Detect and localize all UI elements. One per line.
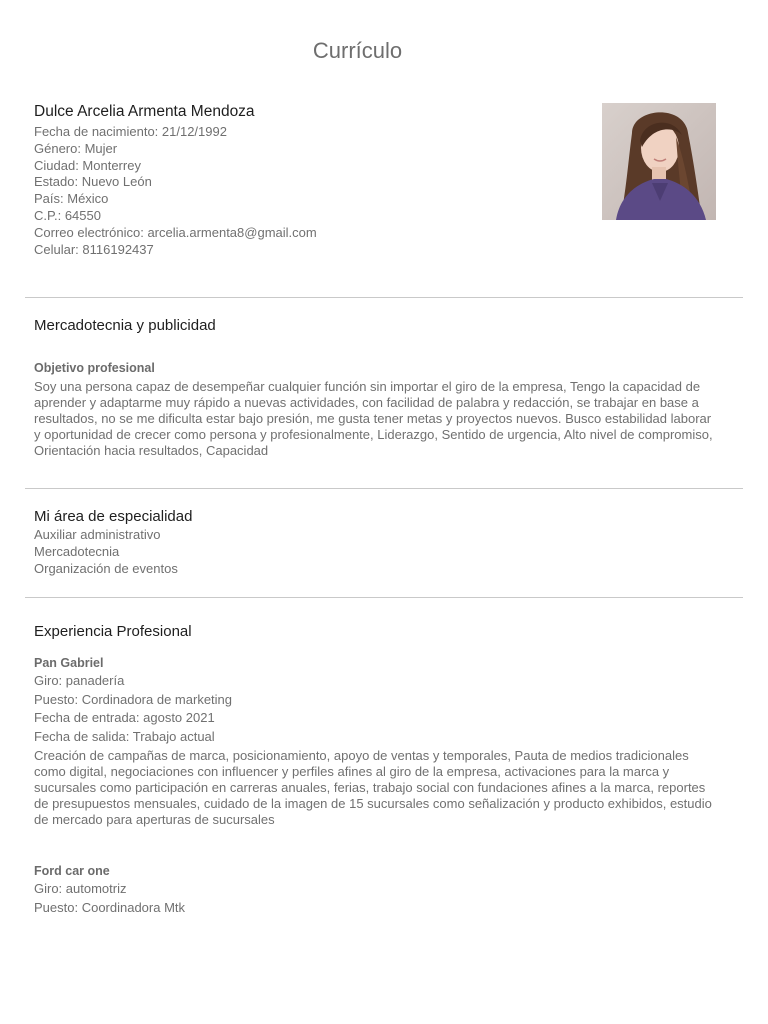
experience-title: Experiencia Profesional [34,623,192,640]
specialty-list [34,526,178,577]
country: País: México [34,191,109,207]
objective-text [34,379,756,459]
job-detail: Fecha de entrada: agosto 2021 [34,710,215,725]
job-details [34,672,232,746]
divider [25,488,743,489]
objective-line: Orientación hacia resultados, Capacidad [34,443,269,458]
gender: Género: Mujer [34,140,118,156]
job-detail: Fecha de salida: Trabajo actual [34,728,215,744]
city: Ciudad: Monterrey [34,157,141,173]
job-details [34,880,185,917]
objective-line: resultados, no se me dificulta estar bajo presión, me gusta tener metas y proyectos nuevos. Busco estabilidad laborar [34,411,712,426]
specialty-item: Auxiliar administrativo [34,527,161,542]
divider [25,597,743,598]
postal-code: C.P.: 64550 [34,207,101,223]
description-line: como digital, negociaciones con influencer y perfiles afines al giro de la empresa, activaciones para la marca y [34,764,670,779]
job-description [34,748,756,828]
email: Correo electrónico: arcelia.armenta8@gmail.com [34,224,317,240]
page-title: Currículo [312,38,403,63]
job-company: Ford car one [34,864,110,878]
birth-date: Fecha de nacimiento: 21/12/1992 [34,124,227,139]
job-detail: Giro: automotriz [34,881,127,896]
personal-info [34,102,574,258]
phone: Celular: 8116192437 [34,241,154,257]
description-line: de mercado para aperturas de sucursales [34,812,275,827]
job-detail: Giro: panadería [34,673,125,688]
objective-line: y oportunidad de crecer como persona y profesionalmente, Liderazgo, Sentido de urgencia, Alto nivel de compromiso, [34,427,713,442]
job-detail: Puesto: Cordinadora de marketing [34,691,233,707]
state: Estado: Nuevo León [34,174,152,190]
description-line: sucursales como participación en carreras anuales, ferias, trabajo social con fundaciones afines a la marca, reportes [34,780,706,795]
candidate-name: Dulce Arcelia Armenta Mendoza [34,103,255,120]
objective-line: Soy una persona capaz de desempeñar cualquier función sin importar el giro de la empresa, Tengo la capacidad de [34,379,701,394]
description-line: Creación de campañas de marca, posicionamiento, apoyo de ventas y temporales, Pauta de medios tradicionales [34,748,689,763]
divider [25,297,743,298]
job-detail: Puesto: Coordinadora Mtk [34,899,186,915]
objective-line: aprender y adaptarme muy rápido a nuevas actividades, con facilidad de palabra y redacción, se trabajar en base a [34,395,699,410]
objective-label: Objetivo profesional [34,361,155,375]
specialty-item: Mercadotecnia [34,544,120,559]
job-company: Pan Gabriel [34,656,104,670]
specialty-title: Mi área de especialidad [34,508,193,525]
description-line: de presupuestos mensuales, cuidado de la imagen de 15 sucursales como señalización y producto exhibidos, estudio [34,796,712,811]
profile-photo [602,103,716,220]
specialty-item: Organización de eventos [34,561,178,576]
career-title: Mercadotecnia y publicidad [34,317,216,334]
